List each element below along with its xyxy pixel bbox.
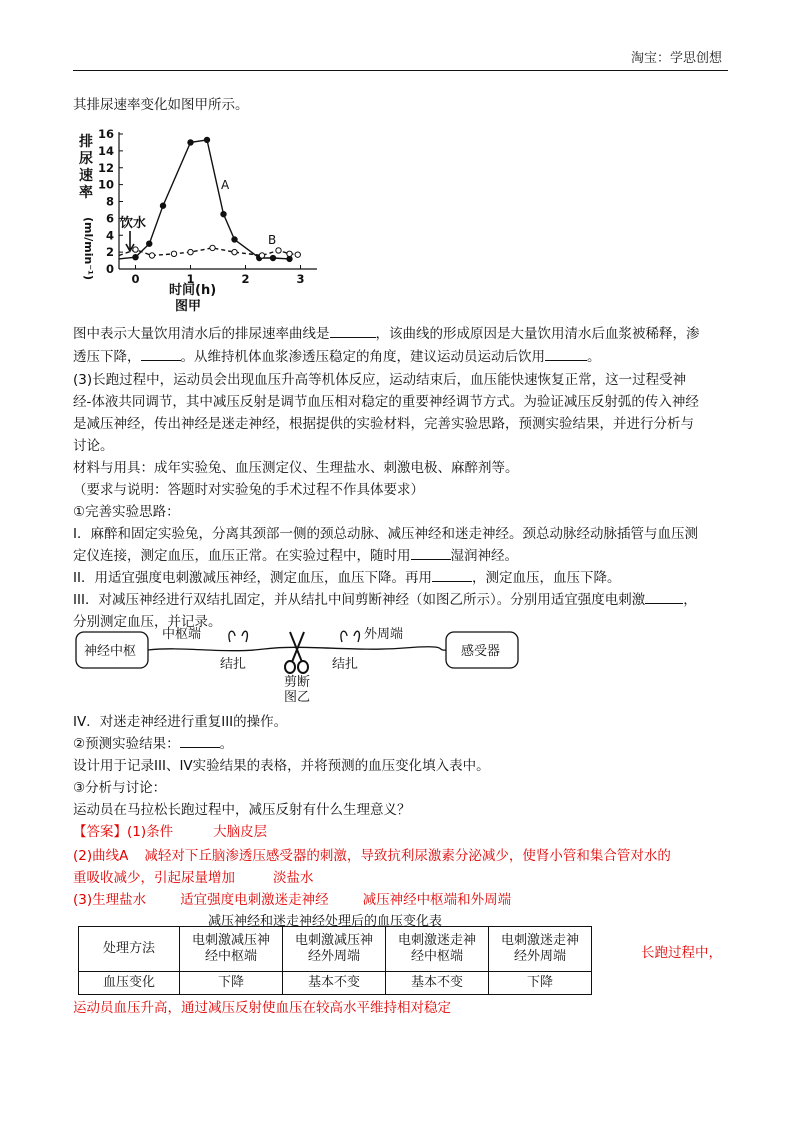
figure-b-diagram <box>74 622 544 702</box>
q-text: 透压下降， <box>73 349 141 365</box>
q-text: III．对减压神经进行双结扎固定，并从结扎中间剪断神经（如图乙所示）。分别用适宜强度电刺激 <box>73 592 646 608</box>
data-point-B <box>287 251 292 256</box>
table-cell: 血压变化 <box>79 972 180 995</box>
result-table <box>78 926 592 995</box>
table-head-text: 经中枢端 <box>410 949 463 964</box>
q-text: 。 <box>219 736 234 752</box>
figure-a-ticks <box>98 127 305 286</box>
data-point-A <box>160 203 165 208</box>
text-line-4: (3)长跑过程中，运动员会出现血压升高等机体反应，运动结束后，血压能快速恢复正常，这一过程受神 <box>73 372 687 388</box>
x-tick-label: 3 <box>296 272 305 286</box>
answer-blank-1 <box>330 325 376 338</box>
figure-a-drink-label: 饮水 <box>120 216 147 231</box>
data-point-A <box>188 140 193 145</box>
x-tick-label: 2 <box>241 272 250 286</box>
table-head-text: 电刺激迷走神 <box>397 933 476 948</box>
answer-text: 减轻对下丘脑渗透压感受器的刺激，导致抗利尿激素分泌减少，使肾小管和集合管对水的 <box>144 848 671 864</box>
answer-text: 淡盐水 <box>273 870 314 886</box>
table-head-text: 电刺激迷走神 <box>500 933 579 948</box>
answer-text: (2)曲线A <box>73 848 129 864</box>
q-text: 湿润神经。 <box>450 548 518 564</box>
data-point-B <box>171 251 176 256</box>
answer-blank-3 <box>545 348 587 361</box>
y-tick-label: 8 <box>105 194 114 209</box>
data-point-B <box>232 249 237 254</box>
y-tick-label: 6 <box>105 211 114 226</box>
header-rule <box>73 70 728 71</box>
y-tick-label: 12 <box>97 160 114 175</box>
table-head-cell <box>283 927 386 972</box>
q-text: 定仪连接，测定血压，血压正常。在实验过程中，随时用 <box>73 548 411 564</box>
text-line-20: 运动员在马拉松长跑过程中，减压反射有什么生理意义？ <box>73 802 411 818</box>
answer-blank-7 <box>180 735 220 748</box>
data-point-B <box>188 249 193 254</box>
text-line-13 <box>73 568 733 588</box>
answer-blank-4 <box>411 547 451 560</box>
table-head-text: 经外周端 <box>513 949 566 964</box>
table-title: 减压神经和迷走神经处理后的血压变化表 <box>208 914 443 929</box>
table-cell: 下降 <box>180 972 283 995</box>
answer-line-2 <box>73 846 733 866</box>
text-line-5: 经-体液共同调节，其中减压反射是调节血压相对稳定的重要神经调节方式。为验证减压反射弧的传入神经 <box>73 394 699 410</box>
peripheral-end-label: 外周端 <box>364 627 404 642</box>
text-line-10: ①完善实验思路： <box>73 504 180 520</box>
table-cell: 基本不变 <box>386 972 489 995</box>
ligate-label-1: 结扎 <box>220 657 247 672</box>
ligate-label-2: 结扎 <box>332 657 359 672</box>
data-point-A <box>133 254 138 259</box>
answer-blank-5 <box>432 569 472 582</box>
data-point-B <box>276 248 281 253</box>
table-head-text: 电刺激减压神 <box>191 933 270 948</box>
central-end-label: 中枢端 <box>162 627 202 642</box>
y-tick-label: 16 <box>97 127 114 141</box>
table-head-cell <box>79 927 180 972</box>
cut-label: 剪断 <box>284 675 311 690</box>
table-header-row <box>79 927 592 972</box>
scissors-icon <box>285 632 308 673</box>
answer-text: 大脑皮层 <box>213 824 268 840</box>
y-tick-label: 2 <box>105 245 114 260</box>
q-text: ， <box>683 592 697 608</box>
text-line-6: 是减压神经，传出神经是迷走神经，根据提供的实验材料，完善实验思路，预测实验结果，并进行分析与 <box>73 416 694 432</box>
answer-text: 重吸收减少，引起尿量增加 <box>73 870 235 886</box>
data-point-B <box>149 253 154 258</box>
table-head-text: 处理方法 <box>102 941 155 956</box>
answer-line-6: 运动员血压升高，通过减压反射使血压在较高水平维持相对稳定 <box>73 1000 451 1016</box>
data-point-B <box>295 252 300 257</box>
x-tick-label: 1 <box>186 272 195 286</box>
answer-line-3 <box>73 868 733 888</box>
ligature-1 <box>229 631 247 642</box>
ylabel-unit: (ml/min⁻¹) <box>82 217 95 280</box>
text-line-17 <box>73 734 733 754</box>
q-text: 。从维持机体血浆渗透压稳定的角度，建议运动员运动后饮用 <box>180 349 545 365</box>
data-point-A <box>232 237 237 242</box>
table-head-cell <box>489 927 592 972</box>
figure-a-caption: 图甲 <box>175 299 202 314</box>
ylabel-char: 尿 <box>79 151 93 167</box>
text-line-8: 材料与用具：成年实验兔、血压测定仪、生理盐水、刺激电极、麻醉剂等。 <box>73 460 519 476</box>
ylabel-char: 排 <box>79 134 93 150</box>
text-line-7: 讨论。 <box>73 438 114 454</box>
text-line-12 <box>73 546 733 566</box>
text-line-3 <box>73 347 733 367</box>
data-point-B <box>259 253 264 258</box>
text-line-15: 分别测定血压，并记录。 <box>73 614 222 630</box>
y-tick-label: 4 <box>105 228 114 243</box>
q-text: II．用适宜强度电刺激减压神经，测定血压，血压下降。再用 <box>73 570 432 586</box>
table-cell: 基本不变 <box>283 972 386 995</box>
q-text: ②预测实验结果： <box>73 736 180 752</box>
q-text: 图中表示大量饮用清水后的排尿速率曲线是 <box>73 326 330 342</box>
header-site: 淘宝：学思创想 <box>630 51 722 66</box>
series-line-B <box>119 248 298 256</box>
table-head-text: 经中枢端 <box>204 949 257 964</box>
text-line-2 <box>73 324 733 344</box>
answer-line-4 <box>73 890 733 910</box>
data-point-B <box>210 245 215 250</box>
q-text: 。 <box>587 349 601 365</box>
answer-text: 适宜强度电刺激迷走神经 <box>180 892 329 908</box>
table-row <box>79 972 592 995</box>
table-cell: 下降 <box>489 972 592 995</box>
data-point-B <box>133 247 138 252</box>
figure-a-label-b: B <box>268 233 277 247</box>
answer-line-1 <box>73 822 733 842</box>
figure-b-caption: 图乙 <box>284 690 311 702</box>
nerve-center-label: 神经中枢 <box>84 644 137 659</box>
table-head-cell <box>386 927 489 972</box>
data-point-A <box>221 211 226 216</box>
ligature-2 <box>341 631 359 642</box>
figure-a-label-a: A <box>221 178 230 192</box>
q-text: ，该曲线的形成原因是大量饮用清水后血浆被稀释，渗 <box>375 326 700 342</box>
table-head-text: 经外周端 <box>307 949 360 964</box>
data-point-A <box>204 137 209 142</box>
text-line-9: （要求与说明：答题时对实验兔的手术过程不作具体要求） <box>73 482 424 498</box>
table-head-text: 电刺激减压神 <box>294 933 373 948</box>
text-line-16: IV．对迷走神经进行重复III的操作。 <box>73 714 288 730</box>
text-line-1: 其排尿速率变化如图甲所示。 <box>73 97 249 113</box>
q-text: ，测定血压，血压下降。 <box>471 570 621 586</box>
y-tick-label: 10 <box>97 177 114 192</box>
ylabel-char: 率 <box>79 185 93 201</box>
text-line-19: ③分析与讨论： <box>73 780 167 796</box>
text-line-14 <box>73 590 733 610</box>
data-point-A <box>147 241 152 246</box>
answer-text: 减压神经中枢端和外周端 <box>362 892 512 908</box>
text-line-11: I．麻醉和固定实验兔，分离其颈部一侧的颈总动脉、减压神经和迷走神经。颈总动脉经动脉插管与血压测 <box>73 526 698 542</box>
data-point-A <box>270 255 275 260</box>
answer-blank-2 <box>141 348 181 361</box>
text-line-18: 设计用于记录III、IV实验结果的表格，并将预测的血压变化填入表中。 <box>73 758 490 774</box>
ylabel-char: 速 <box>79 168 93 184</box>
answer-text: 【答案】(1)条件 <box>73 824 174 840</box>
answer-text: (3)生理盐水 <box>73 892 147 908</box>
figure-a-ylabel-stack <box>79 133 95 280</box>
y-tick-label: 14 <box>97 143 114 158</box>
series-line-A <box>119 140 290 259</box>
y-tick-label: 0 <box>105 262 114 276</box>
figure-a-chart <box>75 122 335 317</box>
answer-line-5: 长跑过程中， <box>641 945 722 961</box>
answer-blank-6 <box>645 591 683 604</box>
receptor-label: 感受器 <box>461 644 501 659</box>
figure-a-xlabel: 时间(h) <box>169 283 217 298</box>
table-head-cell <box>180 927 283 972</box>
x-tick-label: 0 <box>131 272 140 286</box>
